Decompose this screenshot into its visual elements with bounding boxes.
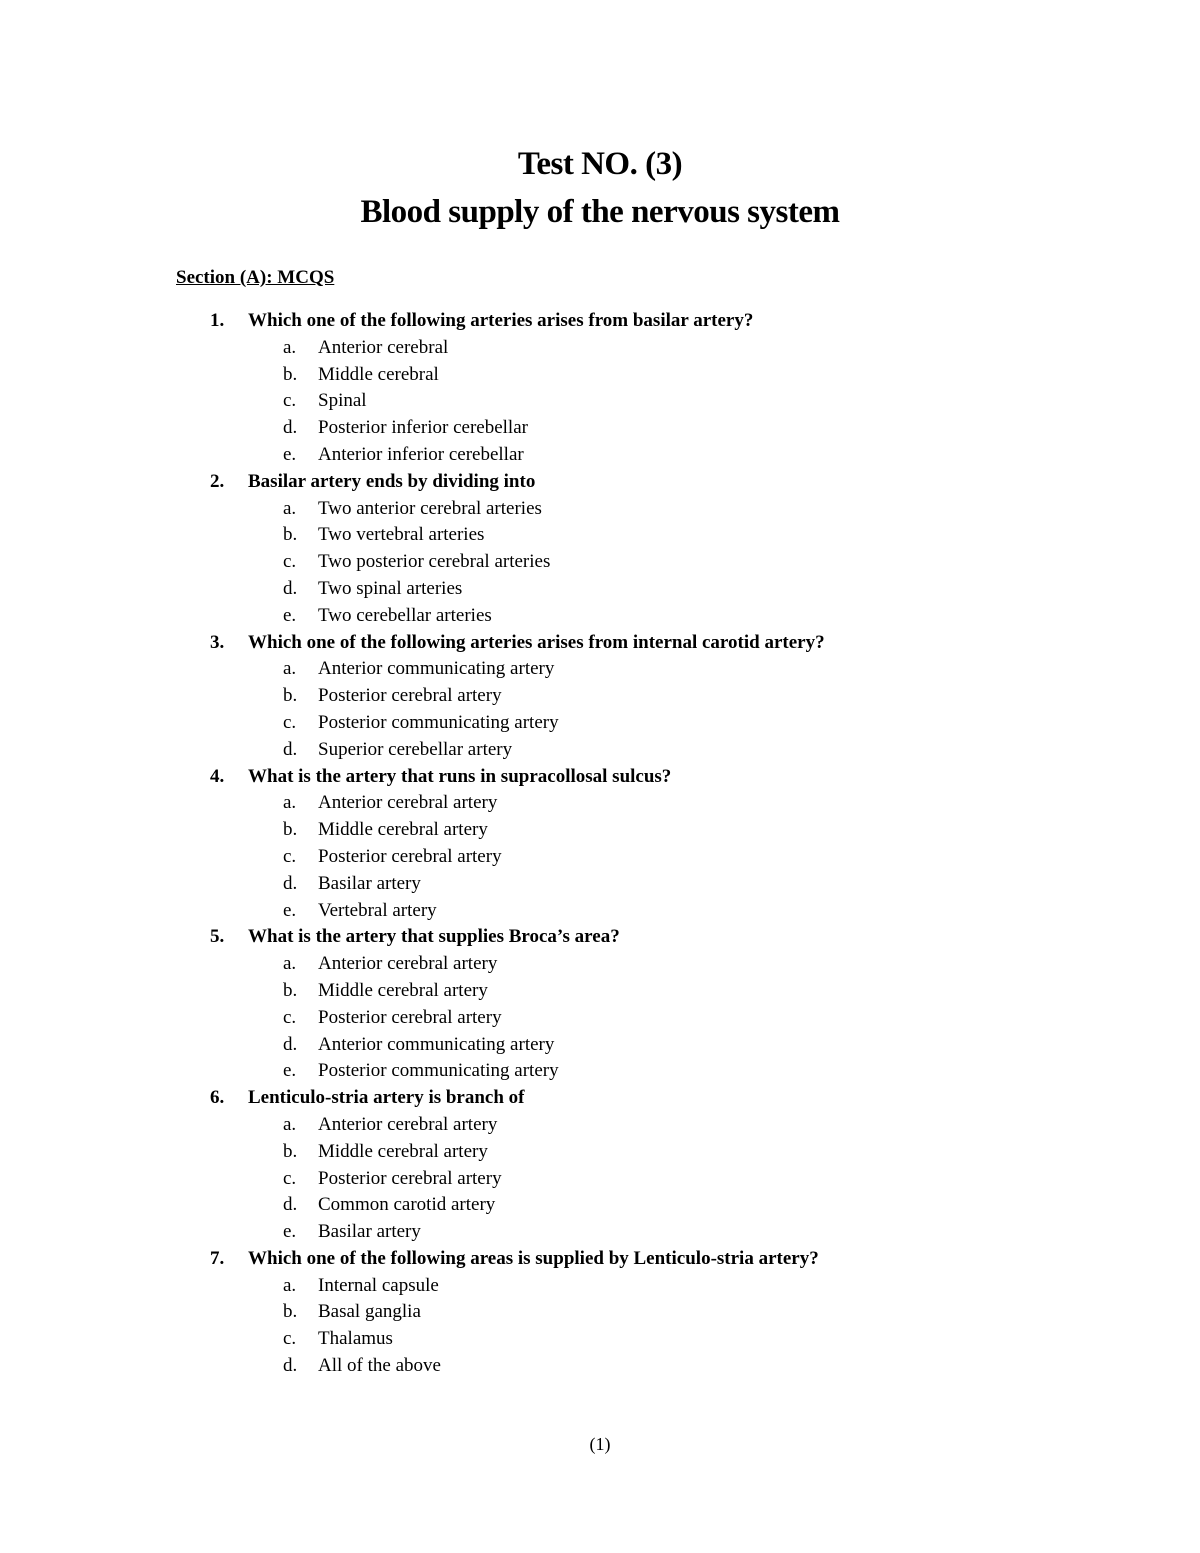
option-text: Basal ganglia [318,1301,421,1323]
answer-option [0,790,1200,817]
answer-option [0,710,1200,737]
option-text: Anterior communicating artery [318,1033,555,1055]
question-text: What is the artery that runs in supracollosal sulcus? [248,765,672,787]
question-item [0,924,1200,1085]
option-text: Posterior cerebral artery [318,1006,502,1028]
option-text: Posterior inferior cerebellar [318,417,528,439]
option-letter: d. [283,1033,298,1055]
option-letter: a. [283,336,297,358]
option-text: Thalamus [318,1328,393,1350]
question-number: 3. [210,631,225,653]
answer-option [0,683,1200,710]
option-text: Two vertebral arteries [318,524,485,546]
option-letter: e. [283,899,297,921]
question-list [0,308,1200,1380]
option-letter: d. [283,577,298,599]
option-letter: d. [283,1194,298,1216]
option-text: Anterior cerebral artery [318,792,498,814]
option-text: Middle cerebral artery [318,979,488,1001]
question-number: 5. [210,926,225,948]
answer-option [0,871,1200,898]
option-letter: d. [283,738,298,760]
answer-option [0,496,1200,523]
answer-option [0,1166,1200,1193]
option-list [0,951,1200,1085]
option-text: Anterior cerebral artery [318,1113,498,1135]
answer-option [0,737,1200,764]
option-letter: c. [283,1167,297,1189]
question-text: Lenticulo-stria artery is branch of [248,1087,525,1109]
option-text: Anterior communicating artery [318,658,555,680]
question-number: 7. [210,1247,225,1269]
answer-option [0,1192,1200,1219]
option-text: Anterior inferior cerebellar [318,443,524,465]
question-number: 6. [210,1087,225,1109]
option-list [0,1112,1200,1246]
option-letter: a. [283,497,297,519]
option-text: Vertebral artery [318,899,437,921]
option-text: Basilar artery [318,1221,421,1243]
question-number: 1. [210,310,225,331]
question-text: Which one of the following areas is supplied by Lenticulo-stria artery? [248,1247,819,1269]
option-letter: d. [283,417,298,439]
answer-option [0,1139,1200,1166]
title-line-1: Test NO. (3) [517,146,683,182]
document-title [0,140,1200,236]
option-letter: c. [283,1006,297,1028]
option-letter: e. [283,443,297,465]
section-heading: Section (A): MCQS [176,267,335,288]
answer-option [0,1353,1200,1380]
option-text: Posterior communicating artery [318,1060,559,1082]
option-letter: c. [283,551,297,573]
answer-option [0,1112,1200,1139]
option-text: Middle cerebral artery [318,1140,488,1162]
question-item [0,630,1200,764]
answer-option [0,656,1200,683]
answer-option [0,1299,1200,1326]
answer-option [0,844,1200,871]
option-text: Two cerebellar arteries [318,604,492,626]
option-text: Basilar artery [318,872,421,894]
option-text: Two spinal arteries [318,577,463,599]
option-text: Two anterior cerebral arteries [318,497,542,519]
option-letter: d. [283,1355,298,1377]
option-letter: c. [283,390,297,412]
option-letter: b. [283,1140,298,1162]
answer-option [0,1058,1200,1085]
option-list [0,335,1200,469]
question-row [0,1085,1200,1112]
option-letter: c. [283,845,297,867]
answer-option [0,951,1200,978]
option-list [0,790,1200,924]
option-letter: a. [283,1113,297,1135]
option-letter: b. [283,1301,298,1323]
option-letter: a. [283,658,297,680]
option-text: All of the above [318,1355,441,1377]
answer-option [0,1273,1200,1300]
option-list [0,1273,1200,1380]
option-letter: b. [283,363,298,385]
option-text: Spinal [318,390,367,412]
option-text: Common carotid artery [318,1194,496,1216]
question-number: 4. [210,765,225,787]
answer-option [0,1219,1200,1246]
option-letter: a. [283,953,297,975]
answer-option [0,335,1200,362]
question-row [0,924,1200,951]
answer-option [0,442,1200,469]
option-letter: c. [283,1328,297,1350]
option-letter: a. [283,1274,297,1296]
question-text: Which one of the following arteries arises from internal carotid artery? [248,631,825,653]
title-line-2: Blood supply of the nervous system [360,194,840,230]
option-text: Middle cerebral artery [318,819,488,841]
question-text: What is the artery that supplies Broca’s area? [248,926,620,948]
question-row [0,308,1200,335]
question-text: Basilar artery ends by dividing into [248,470,536,492]
question-item [0,469,1200,630]
question-item [0,308,1200,469]
page-number: (1) [589,1434,611,1454]
answer-option [0,362,1200,389]
answer-option [0,1005,1200,1032]
answer-option [0,1326,1200,1353]
option-text: Posterior communicating artery [318,711,559,733]
answer-option [0,576,1200,603]
option-letter: a. [283,792,297,814]
question-row [0,1246,1200,1273]
option-letter: d. [283,872,298,894]
answer-option [0,415,1200,442]
option-list [0,656,1200,763]
answer-option [0,1032,1200,1059]
answer-option [0,388,1200,415]
question-row [0,630,1200,657]
option-letter: e. [283,1060,297,1082]
question-number: 2. [210,470,225,492]
question-item [0,764,1200,925]
option-text: Superior cerebellar artery [318,738,513,760]
option-text: Posterior cerebral artery [318,1167,502,1189]
question-row [0,469,1200,496]
option-letter: b. [283,979,298,1001]
question-text: Which one of the following arteries arises from basilar artery? [248,310,754,331]
option-text: Middle cerebral [318,363,439,385]
option-text: Anterior cerebral [318,336,449,358]
answer-option [0,898,1200,925]
option-text: Internal capsule [318,1274,439,1296]
option-text: Two posterior cerebral arteries [318,551,551,573]
option-list [0,496,1200,630]
answer-option [0,978,1200,1005]
option-text: Posterior cerebral artery [318,685,502,707]
answer-option [0,522,1200,549]
question-item [0,1085,1200,1246]
answer-option [0,817,1200,844]
question-row [0,764,1200,791]
option-letter: e. [283,604,297,626]
answer-option [0,603,1200,630]
option-letter: b. [283,819,298,841]
option-text: Anterior cerebral artery [318,953,498,975]
option-letter: c. [283,711,297,733]
answer-option [0,549,1200,576]
option-letter: b. [283,685,298,707]
option-letter: b. [283,524,298,546]
option-letter: e. [283,1221,297,1243]
question-item [0,1246,1200,1380]
option-text: Posterior cerebral artery [318,845,502,867]
